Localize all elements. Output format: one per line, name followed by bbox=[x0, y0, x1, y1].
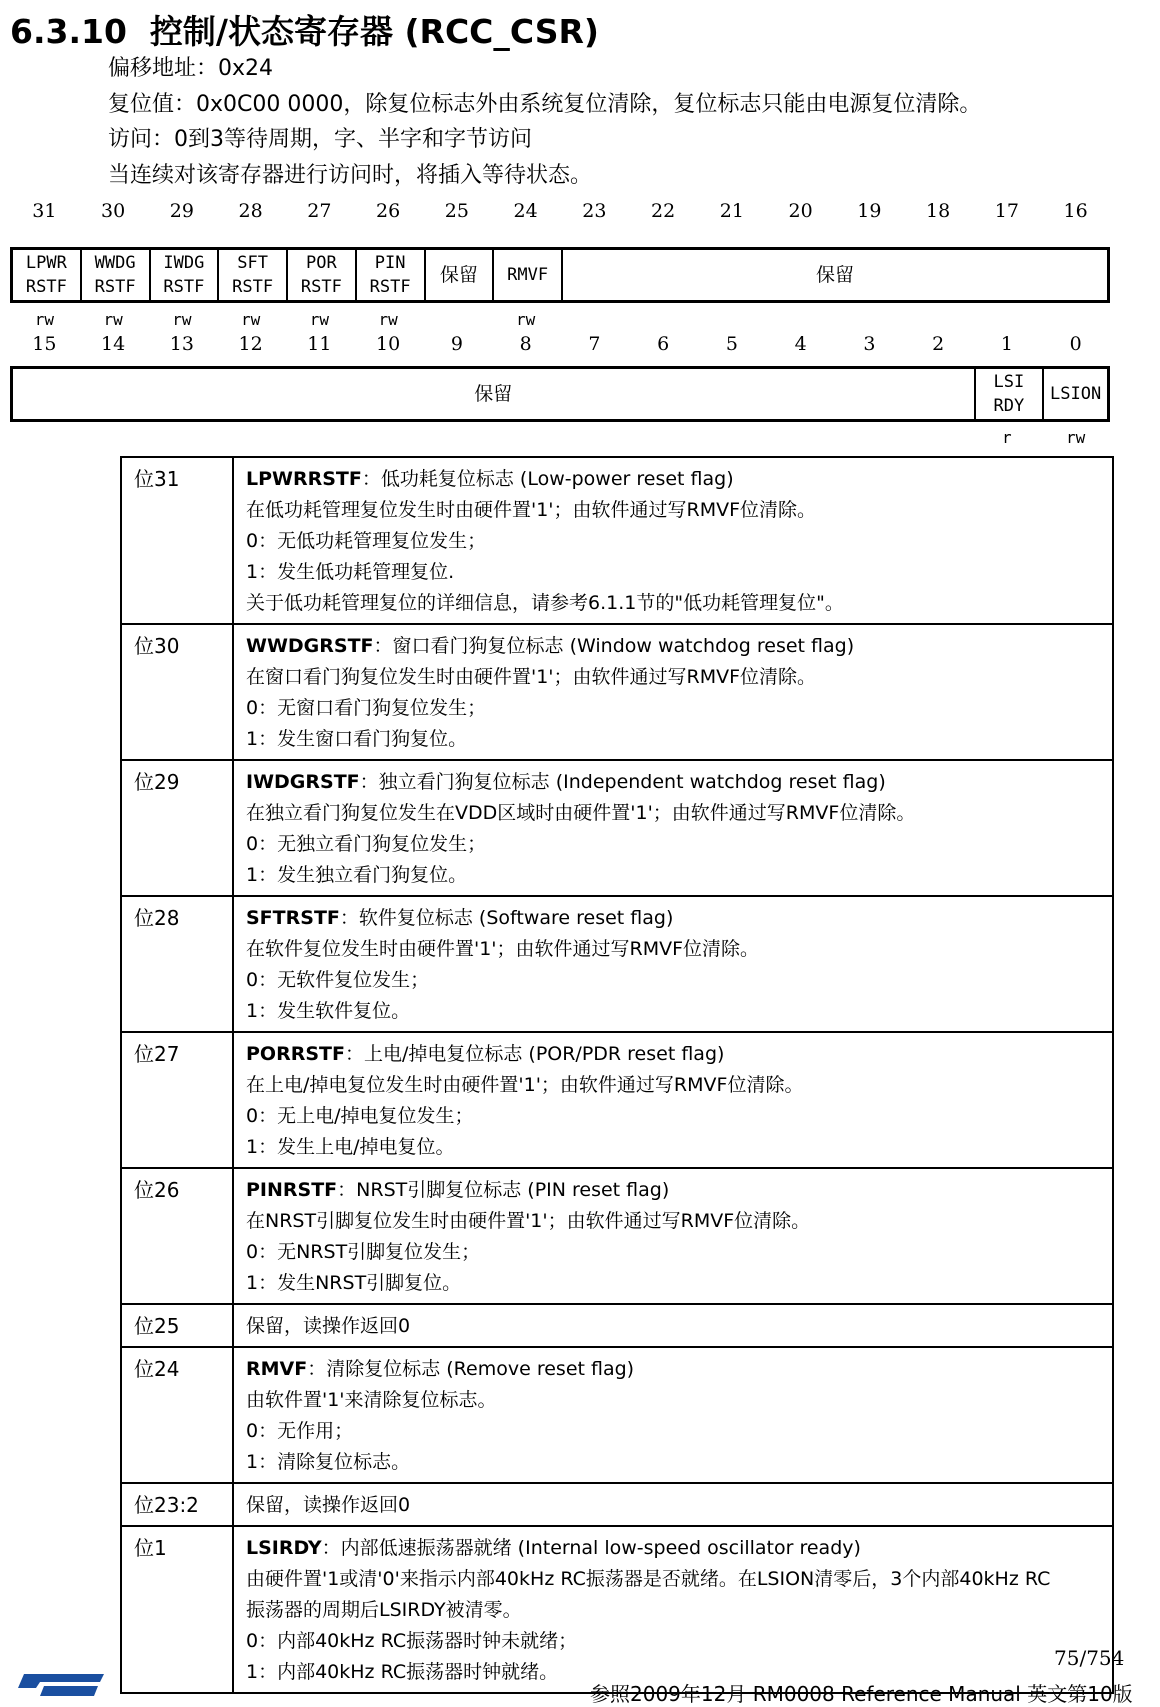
bit-number: 24 bbox=[513, 200, 538, 222]
register-upper-row bbox=[10, 247, 1110, 303]
table-row bbox=[121, 1526, 1113, 1693]
bit-description-line: 在NRST引脚复位发生时由硬件置'1'；由软件通过写RMVF位清除。 bbox=[246, 1210, 811, 1232]
access-type: rw bbox=[103, 310, 123, 329]
bit-description-line: 在软件复位发生时由硬件置'1'；由软件通过写RMVF位清除。 bbox=[246, 938, 760, 960]
bit-description bbox=[233, 1168, 1113, 1304]
bit-number: 8 bbox=[519, 333, 532, 355]
bit-field-title: ：上电/掉电复位标志 (POR/PDR reset flag) bbox=[344, 1043, 725, 1065]
access-type: rw bbox=[34, 310, 54, 329]
register-lower-row bbox=[10, 366, 1110, 422]
bit-description-line: 0：内部40kHz RC振荡器时钟未就绪； bbox=[246, 1630, 578, 1652]
bit-description-line: 1：发生窗口看门狗复位。 bbox=[246, 728, 468, 750]
bit-description-line: 0：无低功耗管理复位发生； bbox=[246, 530, 487, 552]
bit-description-table bbox=[120, 456, 1114, 1694]
bit-field-name: RMVF bbox=[246, 1358, 308, 1380]
field-sftrstf: SFT RSTF bbox=[219, 250, 288, 300]
bit-position: 位29 bbox=[121, 760, 233, 896]
bit-title-line bbox=[246, 1354, 1102, 1385]
bit-number: 25 bbox=[444, 200, 469, 222]
bit-description-line: 振荡器的周期后LSIRDY被清零。 bbox=[246, 1599, 522, 1621]
bit-description bbox=[233, 1032, 1113, 1168]
bit-number: 28 bbox=[238, 200, 263, 222]
bit-description-line: 在窗口看门狗复位发生时由硬件置'1'；由软件通过写RMVF位清除。 bbox=[246, 666, 817, 688]
bit-description-line: 1：内部40kHz RC振荡器时钟就绪。 bbox=[246, 1661, 559, 1683]
bit-field-name: PORRSTF bbox=[246, 1043, 345, 1065]
bit-title-line bbox=[246, 464, 1102, 495]
bit-position: 位26 bbox=[121, 1168, 233, 1304]
bit-description bbox=[233, 760, 1113, 896]
bit-title-line bbox=[246, 1039, 1102, 1070]
bit-number: 12 bbox=[238, 333, 263, 355]
bit-field-title: ：软件复位标志 (Software reset flag) bbox=[339, 907, 674, 929]
bit-field-title: ：NRST引脚复位标志 (PIN reset flag) bbox=[337, 1179, 670, 1201]
bit-field-name: PINRSTF bbox=[246, 1179, 338, 1201]
bit-description-line: 1：发生上电/掉电复位。 bbox=[246, 1136, 455, 1158]
bit-description bbox=[233, 457, 1113, 624]
st-logo-icon bbox=[14, 1674, 104, 1696]
field-reserved-25: 保留 bbox=[426, 250, 495, 300]
bit-number: 30 bbox=[101, 200, 126, 222]
field-reserved-23-16: 保留 bbox=[815, 264, 854, 286]
access-type: rw bbox=[1065, 428, 1086, 447]
field-iwdgrstf: IWDG RSTF bbox=[151, 250, 220, 300]
bit-number: 5 bbox=[725, 333, 738, 355]
section-number: 6.3.10 bbox=[10, 12, 127, 51]
wait-state-note: 当连续对该寄存器进行访问时，将插入等待状态。 bbox=[108, 163, 593, 188]
bit-description-line: 0：无软件复位发生； bbox=[246, 969, 430, 991]
bit-description bbox=[233, 896, 1113, 1032]
bit-description-line: 0：无上电/掉电复位发生； bbox=[246, 1105, 474, 1127]
lower-access-row bbox=[10, 428, 1110, 450]
bit-number: 11 bbox=[307, 333, 332, 355]
bit-number: 16 bbox=[1063, 200, 1088, 222]
bit-description-line: 0：无作用； bbox=[246, 1420, 354, 1442]
bit-description bbox=[233, 624, 1113, 760]
field-wwdgrstf: WWDG RSTF bbox=[82, 250, 151, 300]
table-row bbox=[121, 1347, 1113, 1483]
access-type: rw bbox=[240, 310, 261, 329]
footer-reference: 参照2009年12月 RM0008 Reference Manual 英文第10版 bbox=[590, 1682, 1133, 1706]
bit-description-line: 1：发生软件复位。 bbox=[246, 1000, 411, 1022]
bit-number: 3 bbox=[863, 333, 876, 355]
bit-description-line: 关于低功耗管理复位的详细信息，请参考6.1.1节的"低功耗管理复位"。 bbox=[246, 592, 844, 614]
bit-number: 31 bbox=[32, 200, 57, 222]
access-info: 访问：0到3等待周期，字、半字和字节访问 bbox=[108, 127, 532, 152]
access-type: rw bbox=[515, 310, 536, 329]
bit-position: 位23:2 bbox=[121, 1483, 233, 1526]
bit-description-line: 0：无窗口看门狗复位发生； bbox=[246, 697, 487, 719]
table-row bbox=[121, 896, 1113, 1032]
bit-number: 15 bbox=[32, 333, 57, 355]
bit-number: 22 bbox=[651, 200, 676, 222]
table-row bbox=[121, 1168, 1113, 1304]
field-lsion: LSION bbox=[1050, 384, 1102, 404]
bit-number: 26 bbox=[376, 200, 401, 222]
bit-title-line bbox=[246, 1175, 1102, 1206]
table-row bbox=[121, 1032, 1113, 1168]
offset-address: 偏移地址：0x24 bbox=[108, 56, 274, 81]
bit-field-title: ：内部低速振荡器就绪 (Internal low-speed oscillator ready) bbox=[321, 1537, 861, 1559]
bit-description-line: 1：清除复位标志。 bbox=[246, 1451, 411, 1473]
bit-description-line: 0：无NRST引脚复位发生； bbox=[246, 1241, 481, 1263]
bit-description bbox=[233, 1526, 1113, 1693]
bit-description-line: 0：无独立看门狗复位发生； bbox=[246, 833, 487, 855]
field-lpwrrstf: LPWR RSTF bbox=[13, 250, 82, 300]
bit-number: 4 bbox=[794, 333, 807, 355]
section-heading: 控制/状态寄存器 (RCC_CSR) bbox=[149, 12, 599, 51]
bit-field-title: ：低功耗复位标志 (Low-power reset flag) bbox=[361, 468, 734, 490]
bit-field-title: ：独立看门狗复位标志 (Independent watchdog reset flag) bbox=[359, 771, 886, 793]
bit-field-title: ：清除复位标志 (Remove reset flag) bbox=[307, 1358, 635, 1380]
bit-number: 20 bbox=[788, 200, 813, 222]
bit-description-line: 1：发生低功耗管理复位. bbox=[246, 561, 455, 583]
upper-bit-numbers bbox=[10, 200, 1110, 226]
access-type: rw bbox=[309, 310, 329, 329]
bit-field-title: 保留，读操作返回0 bbox=[246, 1315, 411, 1337]
bit-number: 19 bbox=[857, 200, 882, 222]
bit-number: 0 bbox=[1069, 333, 1082, 355]
table-row bbox=[121, 624, 1113, 760]
access-type: r bbox=[1002, 428, 1012, 447]
bit-title-line bbox=[246, 1490, 1102, 1521]
field-porrstf: POR RSTF bbox=[288, 250, 357, 300]
page-number: 75/754 bbox=[1054, 1646, 1125, 1670]
bit-number: 2 bbox=[932, 333, 945, 355]
bit-number: 10 bbox=[376, 333, 401, 355]
bit-description-line: 在上电/掉电复位发生时由硬件置'1'；由软件通过写RMVF位清除。 bbox=[246, 1074, 804, 1096]
bit-number: 6 bbox=[657, 333, 670, 355]
access-type: rw bbox=[378, 310, 398, 329]
bit-description-line: 1：发生独立看门狗复位。 bbox=[246, 864, 468, 886]
lower-bit-numbers bbox=[10, 333, 1110, 359]
table-row bbox=[121, 1304, 1113, 1347]
bit-field-name: IWDGRSTF bbox=[246, 771, 360, 793]
bit-number: 9 bbox=[450, 333, 463, 355]
bit-position: 位1 bbox=[121, 1526, 233, 1693]
bit-field-name: LPWRRSTF bbox=[246, 468, 362, 490]
section-title bbox=[10, 6, 599, 53]
bit-position: 位30 bbox=[121, 624, 233, 760]
bit-number: 14 bbox=[101, 333, 126, 355]
bit-number: 17 bbox=[994, 200, 1019, 222]
field-reserved-15-2: 保留 bbox=[13, 369, 976, 419]
bit-description-line: 在独立看门狗复位发生在VDD区域时由硬件置'1'；由软件通过写RMVF位清除。 bbox=[246, 802, 916, 824]
bit-number: 27 bbox=[307, 200, 332, 222]
bit-position: 位27 bbox=[121, 1032, 233, 1168]
bit-number: 7 bbox=[588, 333, 601, 355]
table-row bbox=[121, 1483, 1113, 1526]
bit-number: 29 bbox=[169, 200, 194, 222]
bit-field-name: SFTRSTF bbox=[246, 907, 340, 929]
bit-description-line: 在低功耗管理复位发生时由硬件置'1'；由软件通过写RMVF位清除。 bbox=[246, 499, 817, 521]
reset-value: 复位值：0x0C00 0000，除复位标志外由系统复位清除，复位标志只能由电源复位清除。 bbox=[108, 92, 982, 117]
bit-description bbox=[233, 1347, 1113, 1483]
bit-position: 位31 bbox=[121, 457, 233, 624]
access-type: rw bbox=[172, 310, 192, 329]
bit-description-line: 由软件置'1'来清除复位标志。 bbox=[246, 1389, 497, 1411]
bit-position: 位28 bbox=[121, 896, 233, 1032]
upper-access-row bbox=[10, 310, 1110, 332]
bit-number: 21 bbox=[719, 200, 744, 222]
bit-description-line: 由硬件置'1或清'0'来指示内部40kHz RC振荡器是否就绪。在LSION清零后，3个内部40kHz RC bbox=[246, 1568, 1051, 1590]
bit-description bbox=[233, 1304, 1113, 1347]
bit-position: 位25 bbox=[121, 1304, 233, 1347]
bit-number: 23 bbox=[582, 200, 607, 222]
bit-field-title: 保留，读操作返回0 bbox=[246, 1494, 411, 1516]
field-lsirdy: LSI RDY bbox=[976, 369, 1045, 419]
bit-field-name: WWDGRSTF bbox=[246, 635, 374, 657]
bit-title-line bbox=[246, 903, 1102, 934]
table-row bbox=[121, 760, 1113, 896]
bit-field-title: ：窗口看门狗复位标志 (Window watchdog reset flag) bbox=[373, 635, 855, 657]
bit-number: 18 bbox=[926, 200, 951, 222]
bit-title-line bbox=[246, 767, 1102, 798]
bit-title-line bbox=[246, 1533, 1102, 1564]
field-pinrstf: PIN RSTF bbox=[357, 250, 426, 300]
bit-description-line: 1：发生NRST引脚复位。 bbox=[246, 1272, 462, 1294]
bit-field-name: LSIRDY bbox=[246, 1537, 322, 1559]
bit-description bbox=[233, 1483, 1113, 1526]
field-rmvf: RMVF bbox=[494, 250, 563, 300]
bit-title-line bbox=[246, 631, 1102, 662]
bit-title-line bbox=[246, 1311, 1102, 1342]
table-row bbox=[121, 457, 1113, 624]
bit-number: 1 bbox=[1000, 333, 1013, 355]
bit-number: 13 bbox=[169, 333, 194, 355]
bit-position: 位24 bbox=[121, 1347, 233, 1483]
